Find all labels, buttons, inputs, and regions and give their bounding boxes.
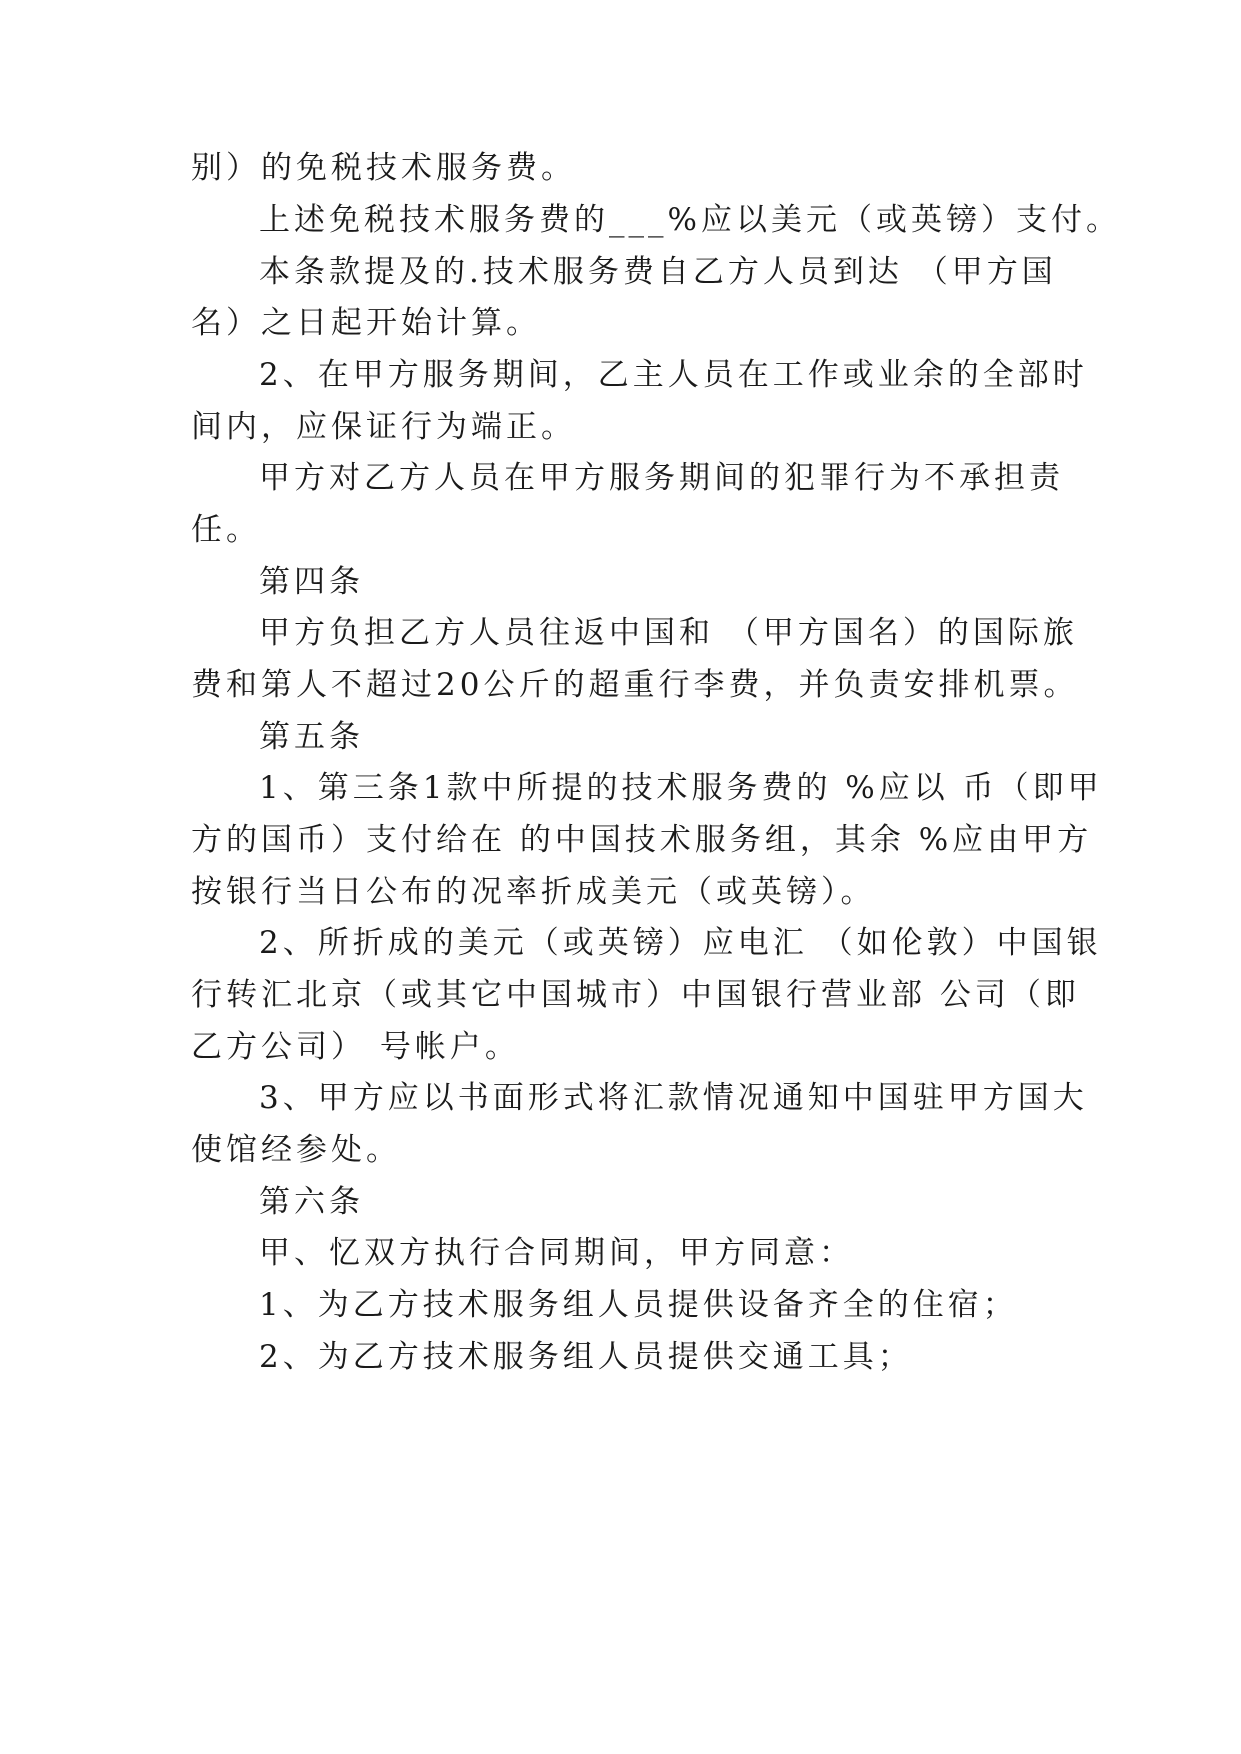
text-line: 费和第人不超过20公斤的超重行李费，并负责安排机票。 — [191, 667, 1079, 703]
text-line: 3、甲方应以书面形式将汇款情况通知中国驻甲方国大 — [259, 1080, 1088, 1116]
section-heading: 第五条 — [259, 719, 364, 755]
text-line: 名）之日起开始计算。 — [191, 305, 541, 341]
text-line: 间内，应保证行为端正。 — [191, 409, 576, 445]
text-line: 别）的免税技术服务费。 — [191, 150, 576, 186]
text-line: 任。 — [191, 512, 261, 548]
text-line: 乙方公司） 号帐户。 — [191, 1029, 520, 1065]
text-line: 使馆经参处。 — [191, 1132, 401, 1168]
text-line: 甲方负担乙方人员往返中国和 （甲方国名）的国际旅 — [259, 615, 1078, 651]
text-line: 2、为乙方技术服务组人员提供交通工具； — [259, 1339, 913, 1375]
text-line: 行转汇北京（或其它中国城市）中国银行营业部 公司（即 — [191, 977, 1080, 1013]
text-line: 甲、忆双方执行合同期间，甲方同意： — [259, 1235, 854, 1271]
text-line: 上述免税技术服务费的___%应以美元（或英镑）支付。 — [259, 202, 1121, 238]
text-line: 方的国币）支付给在 的中国技术服务组，其余 %应由甲方 — [191, 822, 1093, 858]
section-heading: 第六条 — [259, 1184, 364, 1220]
text-line: 甲方对乙方人员在甲方服务期间的犯罪行为不承担责 — [259, 460, 1064, 496]
text-line: 1、为乙方技术服务组人员提供设备齐全的住宿； — [259, 1287, 1018, 1323]
text-line: 1、第三条1款中所提的技术服务费的 %应以 币（即甲 — [259, 770, 1103, 806]
text-line: 按银行当日公布的况率折成美元（或英镑）。 — [191, 874, 876, 910]
section-heading: 第四条 — [259, 564, 364, 600]
text-line: 本条款提及的.技术服务费自乙方人员到达 （甲方国 — [259, 254, 1057, 290]
text-line: 2、在甲方服务期间，乙主人员在工作或业余的全部时 — [259, 357, 1088, 393]
text-line: 2、所折成的美元（或英镑）应电汇 （如伦敦）中国银 — [259, 925, 1102, 961]
